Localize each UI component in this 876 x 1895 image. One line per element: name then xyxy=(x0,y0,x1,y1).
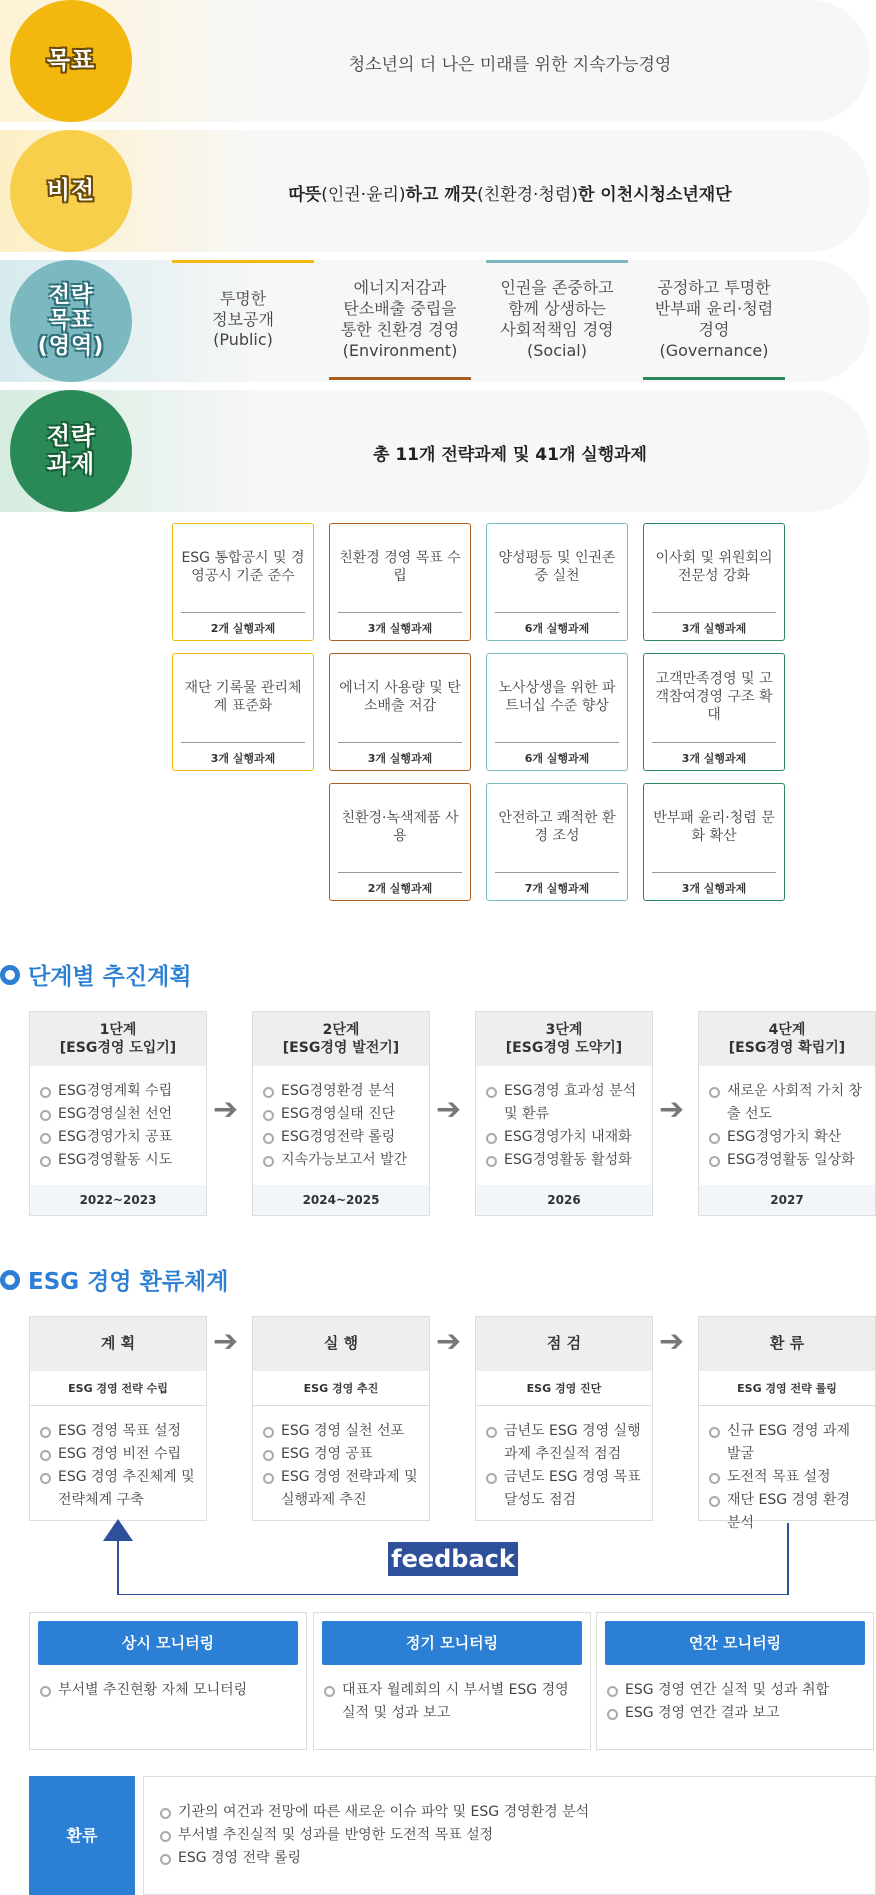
task-count: 7개 실행과제 xyxy=(524,882,590,895)
goal-badge-label: 목표 xyxy=(46,46,96,75)
stage-item: ESG경영실태 진단 xyxy=(263,1103,421,1126)
task-title: 이사회 및 위원회의 전문성 강화 xyxy=(655,549,773,584)
bullet-circle-icon xyxy=(0,1270,20,1290)
strategy-goal-badge-line-1: 전략 xyxy=(48,283,94,309)
cycle-item: 금년도 ESG 경영 목표 달성도 점검 xyxy=(486,1466,644,1512)
task-box xyxy=(486,653,628,771)
task-box xyxy=(486,783,628,901)
stage-subtitle: [ESG경영 도약기] xyxy=(505,1040,623,1056)
goal-col-public-line: (Public) xyxy=(213,330,273,350)
cycle-heading-text: ESG 경영 환류체계 xyxy=(28,1269,229,1295)
stage-item: ESG경영활동 활성화 xyxy=(486,1149,644,1172)
strategy-goal-badge-line-2: 목표 xyxy=(48,308,94,334)
stage-period: 2026 xyxy=(476,1185,652,1215)
cycle-step-title: 환 류 xyxy=(699,1317,875,1371)
monitor-item: ESG 경영 연간 결과 보고 xyxy=(607,1702,865,1725)
stage-item: ESG경영가치 내재화 xyxy=(486,1126,644,1149)
stage-title: 2단계 xyxy=(322,1021,360,1038)
cycle-step-sub: ESG 경영 진단 xyxy=(476,1371,652,1406)
task-count: 6개 실행과제 xyxy=(524,622,590,635)
task-title: 에너지 사용량 및 탄소배출 저감 xyxy=(339,679,461,714)
arrow-right-icon: ➔ xyxy=(436,1092,462,1127)
monitor-title: 연간 모니터링 xyxy=(605,1621,865,1665)
cycle-heading xyxy=(0,1263,228,1296)
goal-col-env-line: 에너지저감과 xyxy=(353,278,447,298)
stage-subtitle: [ESG경영 확립기] xyxy=(728,1040,846,1056)
stage-title: 1단계 xyxy=(99,1021,137,1038)
stage-item: ESG경영가치 확산 xyxy=(709,1126,867,1149)
stage-item: ESG경영계획 수립 xyxy=(40,1080,198,1103)
task-box xyxy=(486,523,628,641)
vision-part-1: 따뜻 xyxy=(288,185,322,205)
cycle-item: 금년도 ESG 경영 실행 과제 추진실적 점검 xyxy=(486,1420,644,1466)
task-title: 반부패 윤리·청렴 문화 확산 xyxy=(653,809,775,844)
cycle-item: ESG 경영 비전 수립 xyxy=(40,1443,198,1466)
task-box xyxy=(329,653,471,771)
task-box xyxy=(643,783,785,901)
cycle-card xyxy=(698,1316,876,1531)
bullet-circle-icon xyxy=(0,965,20,985)
cycle-item: 신규 ESG 경영 과제 발굴 xyxy=(709,1420,867,1466)
task-title: 고객만족경영 및 고객참여경영 구조 확대 xyxy=(655,670,773,724)
goal-col-public-line: 투명한 xyxy=(219,288,267,308)
strategy-goal-badge xyxy=(10,260,132,382)
cycle-item: ESG 경영 공표 xyxy=(263,1443,421,1466)
goal-col-env-line: (Environment) xyxy=(342,340,458,360)
stage-card xyxy=(698,1011,876,1216)
goal-col-social-line: (Social) xyxy=(527,340,587,360)
task-count: 3개 실행과제 xyxy=(681,752,747,765)
task-title: 안전하고 쾌적한 환경 조성 xyxy=(498,809,616,844)
cycle-item: ESG 경영 전략과제 및 실행과제 추진 xyxy=(263,1466,421,1512)
arrow-right-icon: ➔ xyxy=(659,1092,685,1127)
cycle-step-title: 실 행 xyxy=(253,1317,429,1371)
goal-col-gov-line: 반부패 윤리·청렴 xyxy=(654,299,774,319)
task-title: ESG 통합공시 및 경영공시 기준 준수 xyxy=(181,549,305,584)
task-title: 친환경·녹색제품 사용 xyxy=(341,809,459,844)
arrow-right-icon: ➔ xyxy=(213,1092,239,1127)
arrow-right-icon: ➔ xyxy=(213,1324,239,1359)
cycle-item: 재단 ESG 경영 환경 분석 xyxy=(709,1489,867,1535)
stage-card xyxy=(29,1011,207,1216)
monitor-card xyxy=(29,1612,307,1750)
task-box xyxy=(643,653,785,771)
stage-card xyxy=(252,1011,430,1216)
goal-col-public xyxy=(172,260,314,380)
stage-period: 2027 xyxy=(699,1185,875,1215)
feedback-item: 기관의 여건과 전망에 따른 새로운 이슈 파악 및 ESG 경영환경 분석 xyxy=(160,1801,589,1824)
stage-item: 지속가능보고서 발간 xyxy=(263,1149,421,1172)
cycle-step-title: 계 획 xyxy=(30,1317,206,1371)
vision-badge xyxy=(10,130,132,252)
goal-col-social-line: 인권을 존중하고 xyxy=(500,278,614,298)
vision-part-2: (인권·윤리) xyxy=(321,185,406,205)
stage-item: ESG경영환경 분석 xyxy=(263,1080,421,1103)
goal-col-gov xyxy=(643,260,785,380)
cycle-item: ESG 경영 목표 설정 xyxy=(40,1420,198,1443)
goal-badge xyxy=(10,0,132,122)
goal-col-public-line: 정보공개 xyxy=(212,309,274,329)
task-count: 3개 실행과제 xyxy=(210,752,276,765)
plan-heading-text: 단계별 추진계획 xyxy=(28,964,192,990)
monitor-item: 대표자 월례회의 시 부서별 ESG 경영 실적 및 성과 보고 xyxy=(324,1679,582,1725)
cycle-item: 도전적 목표 설정 xyxy=(709,1466,867,1489)
arrow-right-icon: ➔ xyxy=(659,1324,685,1359)
goal-col-social-line: 사회적책임 경영 xyxy=(500,320,614,339)
cycle-step-title: 점 검 xyxy=(476,1317,652,1371)
strategy-goal-badge-line-3: (영역) xyxy=(37,333,105,359)
stage-item: ESG경영 효과성 분석 및 환류 xyxy=(486,1080,644,1126)
task-count: 3개 실행과제 xyxy=(681,622,747,635)
task-box xyxy=(643,523,785,641)
task-box xyxy=(329,783,471,901)
cycle-card xyxy=(475,1316,653,1521)
stage-item: ESG경영활동 일상화 xyxy=(709,1149,867,1172)
stage-item: ESG경영가치 공표 xyxy=(40,1126,198,1149)
goal-col-social xyxy=(486,260,628,380)
task-title: 재단 기록물 관리체계 표준화 xyxy=(184,679,302,714)
goal-text: 청소년의 더 나은 미래를 위한 지속가능경영 xyxy=(348,55,672,75)
cycle-step-sub: ESG 경영 전략 롤링 xyxy=(699,1371,875,1406)
task-count: 3개 실행과제 xyxy=(681,882,747,895)
task-count: 3개 실행과제 xyxy=(367,752,433,765)
task-count: 6개 실행과제 xyxy=(524,752,590,765)
goal-col-env xyxy=(329,260,471,380)
goal-col-env-line: 탄소배출 중립을 xyxy=(343,299,457,319)
strategy-task-badge xyxy=(10,390,132,512)
stage-subtitle: [ESG경영 발전기] xyxy=(282,1040,400,1056)
feedback-label: feedback xyxy=(388,1542,518,1576)
cycle-card xyxy=(252,1316,430,1521)
stage-title: 4단계 xyxy=(768,1021,806,1038)
vision-part-3: 하고 깨끗 xyxy=(405,185,478,205)
monitor-card xyxy=(596,1612,874,1750)
cycle-card xyxy=(29,1316,207,1521)
stage-period: 2024~2025 xyxy=(253,1185,429,1215)
vision-part-4: (친환경·청렴) xyxy=(477,185,578,205)
cycle-step-sub: ESG 경영 전략 수립 xyxy=(30,1371,206,1406)
strategy-task-badge-line-1: 전략 xyxy=(46,422,96,451)
monitor-card xyxy=(313,1612,591,1750)
stage-title: 3단계 xyxy=(545,1021,583,1038)
feedback-item: ESG 경영 전략 롤링 xyxy=(160,1847,589,1870)
stage-period: 2022~2023 xyxy=(30,1185,206,1215)
task-box xyxy=(172,653,314,771)
arrow-right-icon: ➔ xyxy=(436,1324,462,1359)
stage-item: ESG경영전략 롤링 xyxy=(263,1126,421,1149)
goal-col-gov-line: (Governance) xyxy=(659,340,769,360)
stage-subtitle: [ESG경영 도입기] xyxy=(59,1040,177,1056)
plan-heading xyxy=(0,958,192,991)
goal-col-gov-line: 공정하고 투명한 xyxy=(657,278,771,298)
goal-col-env-line: 통한 친환경 경영 xyxy=(340,320,460,339)
vision-badge-label: 비전 xyxy=(46,176,96,205)
stage-card xyxy=(475,1011,653,1216)
vision-part-5: 한 이천시청소년재단 xyxy=(577,185,732,205)
strategy-task-text: 총 11개 전략과제 및 41개 실행과제 xyxy=(373,445,647,465)
cycle-item: ESG 경영 추진체계 및 전략체계 구축 xyxy=(40,1466,198,1512)
task-count: 3개 실행과제 xyxy=(367,622,433,635)
task-box xyxy=(329,523,471,641)
goal-col-social-line: 함께 상생하는 xyxy=(508,299,606,319)
task-title: 노사상생을 위한 파트너십 수준 향상 xyxy=(498,679,616,714)
cycle-item: ESG 경영 실천 선포 xyxy=(263,1420,421,1443)
stage-item: ESG경영활동 시도 xyxy=(40,1149,198,1172)
cycle-step-sub: ESG 경영 추진 xyxy=(253,1371,429,1406)
feedback-box xyxy=(143,1776,876,1895)
task-title: 친환경 경영 목표 수립 xyxy=(339,549,461,584)
monitor-item: ESG 경영 연간 실적 및 성과 취합 xyxy=(607,1679,865,1702)
task-box xyxy=(172,523,314,641)
stage-item: 새로운 사회적 가치 창출 선도 xyxy=(709,1080,867,1126)
monitor-item: 부서별 추진현황 자체 모니터링 xyxy=(40,1679,298,1702)
stage-item: ESG경영실천 선언 xyxy=(40,1103,198,1126)
vision-text xyxy=(160,180,860,205)
goal-col-gov-line: 경영 xyxy=(698,320,730,339)
task-count: 2개 실행과제 xyxy=(367,882,433,895)
strategy-task-badge-line-2: 과제 xyxy=(46,450,96,478)
monitor-title: 상시 모니터링 xyxy=(38,1621,298,1665)
task-title: 양성평등 및 인권존중 실천 xyxy=(498,549,616,584)
monitor-title: 정기 모니터링 xyxy=(322,1621,582,1665)
feedback-box-label: 환류 xyxy=(29,1776,135,1895)
feedback-item: 부서별 추진실적 및 성과를 반영한 도전적 목표 설정 xyxy=(160,1824,589,1847)
task-count: 2개 실행과제 xyxy=(210,622,276,635)
